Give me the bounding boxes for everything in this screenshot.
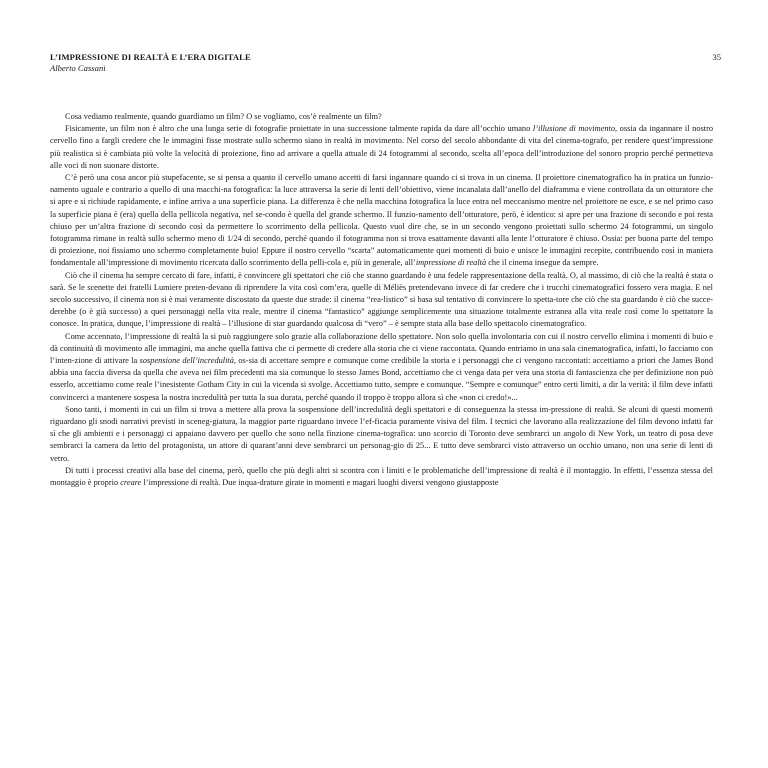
text-run: Ciò che il cinema ha sempre cercato di fare, infatti, è convincere gli spettatori che ciò che stanno guardando è una fedele rappresentazione della realtà. O, al massimo, di ciò che la realtà è stata o sarà. Se le scenette dei fratelli Lumiere preten-devano di riprendere la vita così com’era, quelle di Méliès pretendevano invece di far credere che i trucchi cinematografici fossero vera magia. E nel secolo successivo, il cinema non si è mai veramente discostato da queste due strade: il cinema “rea-listico” si basa sul tentativo di convincere lo spetta-tore che ciò che sta guardando è ciò che succe-derebbe (o è già successo) a quei personaggi nella vita reale, mentre il cinema “fantastico” aggiunge semplicemente una situazione totalmente estranea alla vita reale così come lo spettatore la conosce. In pratica, dunque, l’impressione di realtà – l’illusione di star guardando qualcosa di “vero” – è sempre stata alla base dello spettacolo cinematografico. xyxy=(50,270,713,329)
text-run: Come accennato, l’impressione di realtà la si può raggiungere solo grazie alla collaborazione dello spettatore. Non solo quella involontaria con cui il nostro cervello elimina i momenti di buio e dà continuità di movimento alle immagini, ma anche quella fattiva che ci permette di credere alla storia che ci viene raccontata. Quando entriamo in una sala cinematografica, infatti, lo facciamo con l’inten-zione di attivare la xyxy=(50,331,713,366)
emphasis-text: l’illusione di movimento xyxy=(532,124,615,134)
emphasis-text: sospensione dell’incredulità xyxy=(139,356,234,366)
emphasis-text: impressione di realtà xyxy=(415,258,487,268)
paragraph xyxy=(50,270,713,331)
paragraph xyxy=(50,331,713,404)
text-run: , ossia da ingannare il nostro cervello fino a fargli credere che le immagini fisse mostrate sullo schermo siano in realtà in movimento. Nel corso del secolo abbondante di vita del cinema-tografo, per rendere quest’impressione più realistica si è cambiata più volte la velocità di proiezione, fino ad arrivare a quella attuale di 24 fotogrammi al secondo, scelta all’epoca dell’introduzione del sonoro proprio perché permetteva alle voci di non suonare distorte. xyxy=(50,124,714,170)
article-header xyxy=(50,52,650,73)
text-run: Sono tanti, i momenti in cui un film si trova a mettere alla prova la sospensione dell’incredulità degli spettatori e di conseguenza la stessa im-pressione di realtà. Se alcuni di questi momenti riguardano gli snodi narrativi previsti in sceneg-giatura, la maggior parte riguardano invece l’ef-ficacia puramente visiva del film. I tecnici che lavorano alla realizzazione del film devono infatti far sì che gli ambienti e i personaggi ci appaiano davvero per quello che sono nella finzione cinema-tografica: uno scorcio di Toronto deve sembrarci un angolo di New York, un teatro di posa deve sembrarci la camera da letto del protagonista, un attore di quarant’anni deve sembrarci un personag-gio di 25... E tutto deve sembrarci visto attraverso un occhio umano, non una serie di lenti di vetro. xyxy=(50,404,713,463)
page-number: 35 xyxy=(712,52,721,62)
article-author: Alberto Cassani xyxy=(50,63,106,73)
paragraph xyxy=(50,404,713,465)
text-run: l’impressione di realtà. Due inqua-drature girate in momenti e magari luoghi diversi vengono giustapposte xyxy=(141,478,499,488)
article-title: L’IMPRESSIONE DI REALTÀ E L’ERA DIGITALE xyxy=(50,52,251,62)
paragraph xyxy=(50,123,713,172)
text-run: Cosa vediamo realmente, quando guardiamo un film? O se vogliamo, cos’è realmente un film? xyxy=(65,112,382,121)
text-run: Fisicamente, un film non è altro che una lunga serie di fotografie proiettate in una successione talmente rapida da dare all’occhio umano xyxy=(65,124,533,134)
text-run: C’è però una cosa ancor più stupefacente, se si pensa a quanto il cervello umano accetti di farsi ingannare quando ci si trova in un cinema. Il proiettore cinematografico ha in pratica un funzio-namento uguale e contrario a quello di una macchi-na fotografica: la luce attraversa la serie di lenti dell’obiettivo, viene incanalata dall’anello del diaframma e viene controllata da un otturatore che si apre e si richiude rapidamente, e infine arriva a una superficie piana. La differenza è che nella macchina fotografica la luce entra nel meccanismo mentre nel proiettore ne esce, e se nel primo caso la superficie piana è (era) quella della pellicola negativa, nel se-condo è quella del grande schermo. Il funzio-namento dell’otturatore, però, è identico: si apre per una frazione di secondo e poi resta chiuso per un’altra frazione di secondo così da permettere lo scorrimento della pellicola. Questo vuol dire che, se in un secondo vengono proiettati sullo schermo 24 fotogrammi, un singolo fotogramma rimane in realtà sullo schermo meno di 1/24 di secondo, perché quando il fotogramma non si trova esattamente davanti alla lente l’otturatore è chiuso. Ossia: per buona parte del tempo di proiezione, noi fissiamo uno schermo completamente buio! Eppure il nostro cervello “scarta” automaticamente quei momenti di buio e unisce le immagini recepite, contribuendo così in maniera fondamentale all’impressione di movimento ricercata dallo scorrimento della pelli-cola e, più in generale, all’ xyxy=(50,173,713,268)
paragraph xyxy=(50,172,713,270)
paragraph xyxy=(50,465,713,489)
text-run: Di tutti i processi creativi alla base del cinema, però, quello che più degli altri si scontra con i limiti e le problematiche dell’impressione di realtà è il montaggio. In effetti, l’essenza stessa del montaggio è proprio xyxy=(50,465,713,488)
text-run: che il cinema insegue da sempre. xyxy=(486,258,599,268)
paragraph xyxy=(50,111,713,123)
emphasis-text: creare xyxy=(120,478,142,488)
text-run: , os-sia di accettare sempre e comunque come credibile la storia e i personaggi che ci vengono raccontati: accettiamo a priori che James Bond abbia una faccia diversa da quella che aveva nei film precedenti ma sia comunque lo stesso James Bond, accettiamo che ci venga data per vera una storia di fantascienza che per definizione non può esserlo, accettiamo come reale l’inesistente Gotham City in cui la vicenda si svolge. Accettiamo tutto, sempre e comunque. “Sempre e comunque” entro certi limiti, a dir la verità: il film deve infatti convincerci a mantenere sospesa la nostra incredulità per tutta la sua durata, perché quando il troppo è troppo allora sì che «non ci credo!»... xyxy=(50,356,713,402)
article-body xyxy=(50,111,713,489)
